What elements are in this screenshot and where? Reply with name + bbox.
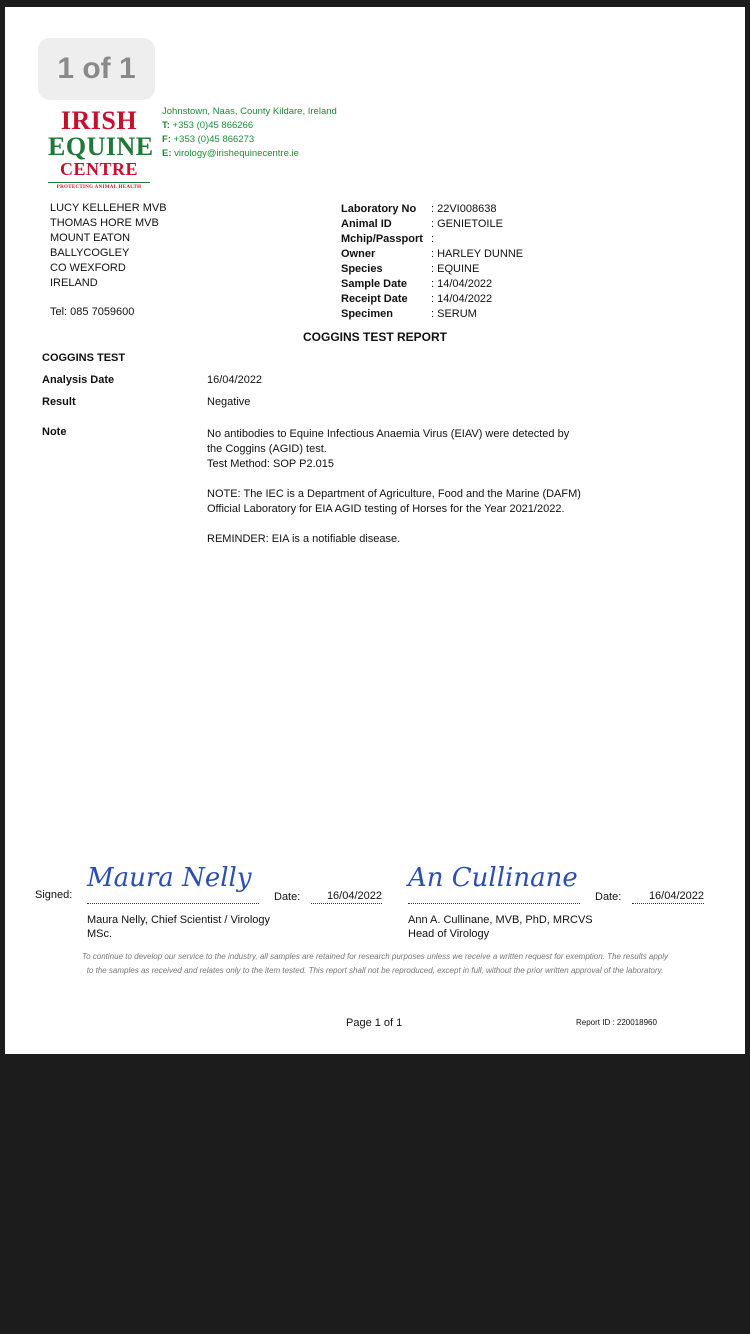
contact-fax: F: +353 (0)45 866273 xyxy=(162,134,255,145)
test-method: Test Method: SOP P2.015 xyxy=(207,458,334,470)
address-line: CO WEXFORD xyxy=(50,262,126,274)
signer-2 xyxy=(408,913,593,941)
lab-info-row: Receipt Date : 14/04/2022 xyxy=(341,293,493,305)
signature-line-2 xyxy=(408,903,580,904)
address-line: MOUNT EATON xyxy=(50,232,131,244)
analysis-date-label: Analysis Date xyxy=(42,374,115,386)
signature-2: An Cullinane xyxy=(408,863,578,893)
disclaimer: To continue to develop our service to the industry, all samples are retained for research purposes unless we receive a written request for exemption. The results apply to the samples as received and relates only to the item tested. This report shall not be reproduced, except in full, without the prior written approval of the laboratory. xyxy=(81,952,669,975)
recipient-address xyxy=(50,201,167,291)
logo-line-centre: CENTRE xyxy=(59,159,138,179)
page-indicator: 1 of 1 xyxy=(38,38,155,100)
contact-email: E: virology@irishequinecentre.ie xyxy=(162,148,299,159)
note-paragraph-2: NOTE: The IEC is a Department of Agriculture, Food and the Marine (DAFM) Official Laboratory for EIA AGID testing of Horses for the Year 2021/2022. xyxy=(207,488,581,515)
note-paragraph-3: REMINDER: EIA is a notifiable disease. xyxy=(207,533,401,545)
signer-1-name: Maura Nelly, Chief Scientist / Virology xyxy=(87,914,270,926)
date-value-1: 16/04/2022 xyxy=(311,890,382,904)
report-id: Report ID : 220018960 xyxy=(576,1018,657,1027)
date-label-1: Date: xyxy=(274,891,301,903)
address-line: LUCY KELLEHER MVB xyxy=(50,202,167,214)
logo-line-irish: IRISH xyxy=(60,106,138,135)
signer-2-name: Ann A. Cullinane, MVB, PhD, MRCVS xyxy=(408,914,593,926)
signed-label: Signed: xyxy=(35,889,73,901)
address-line: BALLYCOGLEY xyxy=(50,247,130,259)
contact-phone: T: +353 (0)45 866266 xyxy=(162,120,254,131)
logo-tagline: PROTECTING ANIMAL HEALTH xyxy=(48,182,150,190)
analysis-date-value: 16/04/2022 xyxy=(207,374,263,386)
lab-info-row: Owner : HARLEY DUNNE xyxy=(341,248,524,260)
signature-line-1 xyxy=(87,903,259,904)
note-paragraph-1: No antibodies to Equine Infectious Anaemia Virus (EIAV) were detected by the Coggins (AGID) test. xyxy=(207,428,570,455)
recipient-tel: Tel: 085 7059600 xyxy=(50,306,135,318)
result-label: Result xyxy=(42,396,76,408)
date-label-2: Date: xyxy=(595,891,622,903)
address-line: THOMAS HORE MVB xyxy=(50,217,159,229)
address-line: IRELAND xyxy=(50,277,98,289)
logo-line-equine: EQUINE xyxy=(48,132,154,161)
lab-info-row: Animal ID : GENIETOILE xyxy=(341,218,503,230)
contact-block xyxy=(162,105,337,161)
signature-1: Maura Nelly xyxy=(87,863,252,893)
signer-1-title: MSc. xyxy=(87,928,113,940)
result-value: Negative xyxy=(207,396,251,408)
irish-equine-centre-logo xyxy=(48,106,154,190)
report-title: COGGINS TEST REPORT xyxy=(303,330,448,344)
lab-info-row: Mchip/Passport : xyxy=(341,233,435,245)
signer-1 xyxy=(87,913,270,941)
lab-info-row: Specimen : SERUM xyxy=(341,308,477,320)
page-number: Page 1 of 1 xyxy=(346,1017,403,1029)
lab-info-row: Species : EQUINE xyxy=(341,263,480,275)
lab-info-row: Sample Date : 14/04/2022 xyxy=(341,278,493,290)
note-text xyxy=(207,427,587,562)
date-value-2: 16/04/2022 xyxy=(632,890,704,904)
note-label: Note xyxy=(42,426,67,438)
signer-2-title: Head of Virology xyxy=(408,928,490,940)
lab-info-table xyxy=(341,202,523,322)
lab-info-row: Laboratory No : 22VI008638 xyxy=(341,203,497,215)
contact-address: Johnstown, Naas, County Kildare, Ireland xyxy=(162,106,337,117)
section-heading: COGGINS TEST xyxy=(42,352,126,364)
